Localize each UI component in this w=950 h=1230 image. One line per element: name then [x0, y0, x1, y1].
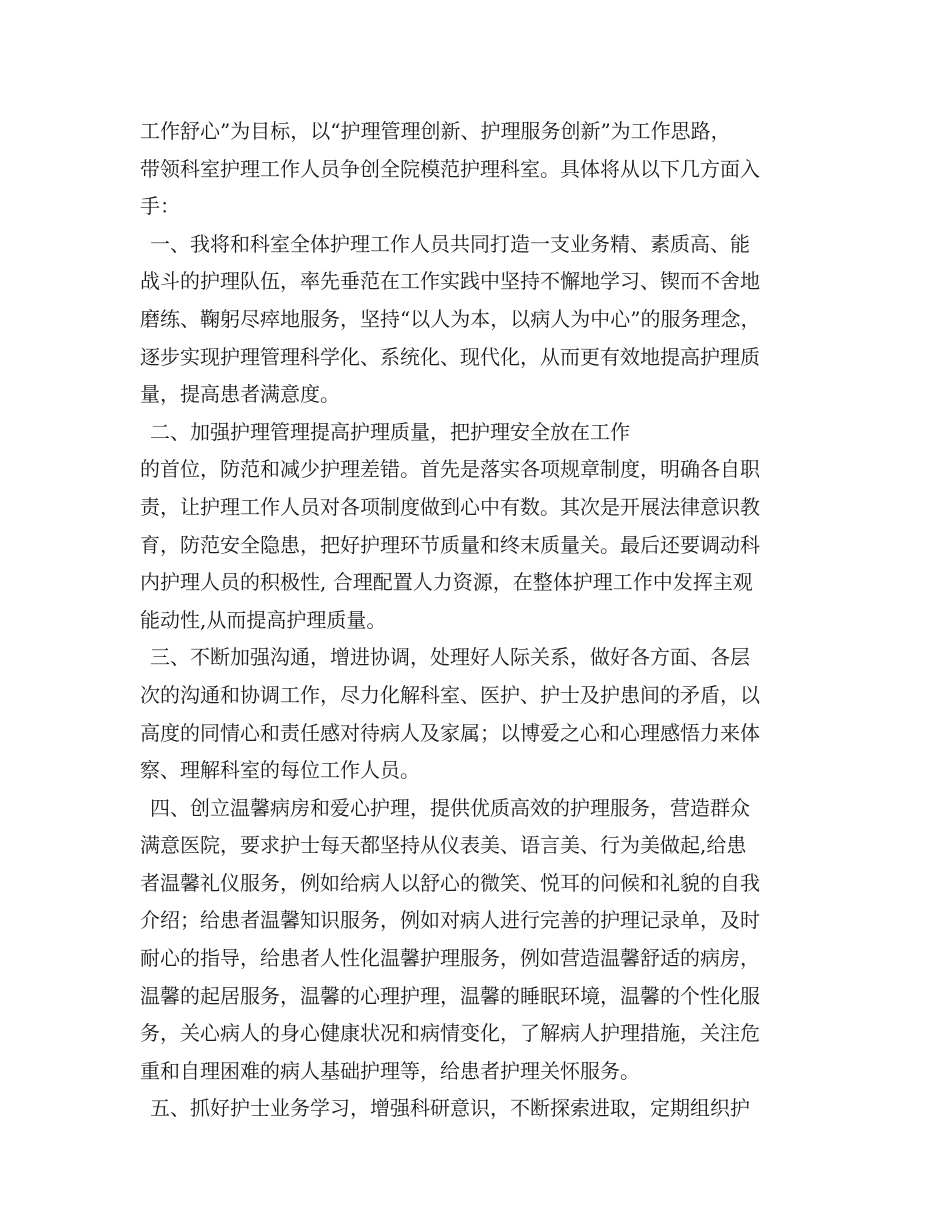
text-line: 次的沟通和协调工作，尽力化解科室、医护、护士及护患间的矛盾，以 [140, 682, 760, 707]
text-line: 察、理解科室的每位工作人员。 [140, 758, 420, 783]
text-line: 磨练、鞠躬尽瘁地服务，坚持“以人为本，以病人为中心”的服务理念， [140, 306, 761, 331]
paragraph-start-line: 一、我将和科室全体护理工作人员共同打造一支业务精、素质高、能 [150, 231, 750, 256]
body-text [140, 113, 830, 1128]
text-line: 内护理人员的积极性, 合理配置人力资源，在整体护理工作中发挥主观 [140, 570, 753, 595]
text-line: 量，提高患者满意度。 [140, 382, 340, 407]
text-line: 责，让护理工作人员对各项制度做到心中有数。其次是开展法律意识教 [140, 494, 760, 519]
text-line: 介绍；给患者温馨知识服务，例如对病人进行完善的护理记录单，及时 [140, 908, 760, 933]
text-line: 逐步实现护理管理科学化、系统化、现代化，从而更有效地提高护理质 [140, 344, 760, 369]
text-line: 满意医院，要求护士每天都坚持从仪表美、语言美、行为美做起,给患 [140, 833, 747, 858]
text-line: 工作舒心”为目标，以“护理管理创新、护理服务创新”为工作思路， [140, 119, 731, 143]
text-line: 耐心的指导，给患者人性化温馨护理服务，例如营造温馨舒适的病房， [140, 946, 760, 971]
text-line: 温馨的起居服务，温馨的心理护理，温馨的睡眠环境，温馨的个性化服 [140, 983, 760, 1008]
text-line: 者温馨礼仪服务，例如给病人以舒心的微笑、悦耳的问候和礼貌的自我 [140, 870, 760, 895]
paragraph-start-line: 三、不断加强沟通，增进协调，处理好人际关系，做好各方面、各层 [150, 645, 750, 670]
text-line: 的首位，防范和减少护理差错。首先是落实各项规章制度，明确各自职 [140, 457, 760, 482]
text-line: 战斗的护理队伍，率先垂范在工作实践中坚持不懈地学习、锲而不舍地 [140, 269, 760, 294]
paragraph-start-line: 四、创立温馨病房和爱心护理，提供优质高效的护理服务，营造群众 [150, 795, 750, 820]
text-line: 能动性,从而提高护理质量。 [140, 607, 387, 632]
paragraph-start-line: 五、抓好护士业务学习，增强科研意识，不断探索进取，定期组织护 [150, 1096, 750, 1121]
text-line: 带领科室护理工作人员争创全院模范护理科室。具体将从以下几方面入 [140, 156, 760, 181]
text-line: 育，防范安全隐患，把好护理环节质量和终末质量关。最后还要调动科 [140, 532, 760, 557]
text-line: 高度的同情心和责任感对待病人及家属；以博爱之心和心理感悟力来体 [140, 720, 760, 745]
text-line: 重和自理困难的病人基础护理等，给患者护理关怀服务。 [140, 1058, 640, 1083]
paragraph-start-line: 二、加强护理管理提高护理质量，把护理安全放在工作 [150, 419, 630, 444]
text-line: 手： [140, 194, 180, 219]
text-line: 务，关心病人的身心健康状况和病情变化，了解病人护理措施，关注危 [140, 1021, 760, 1046]
